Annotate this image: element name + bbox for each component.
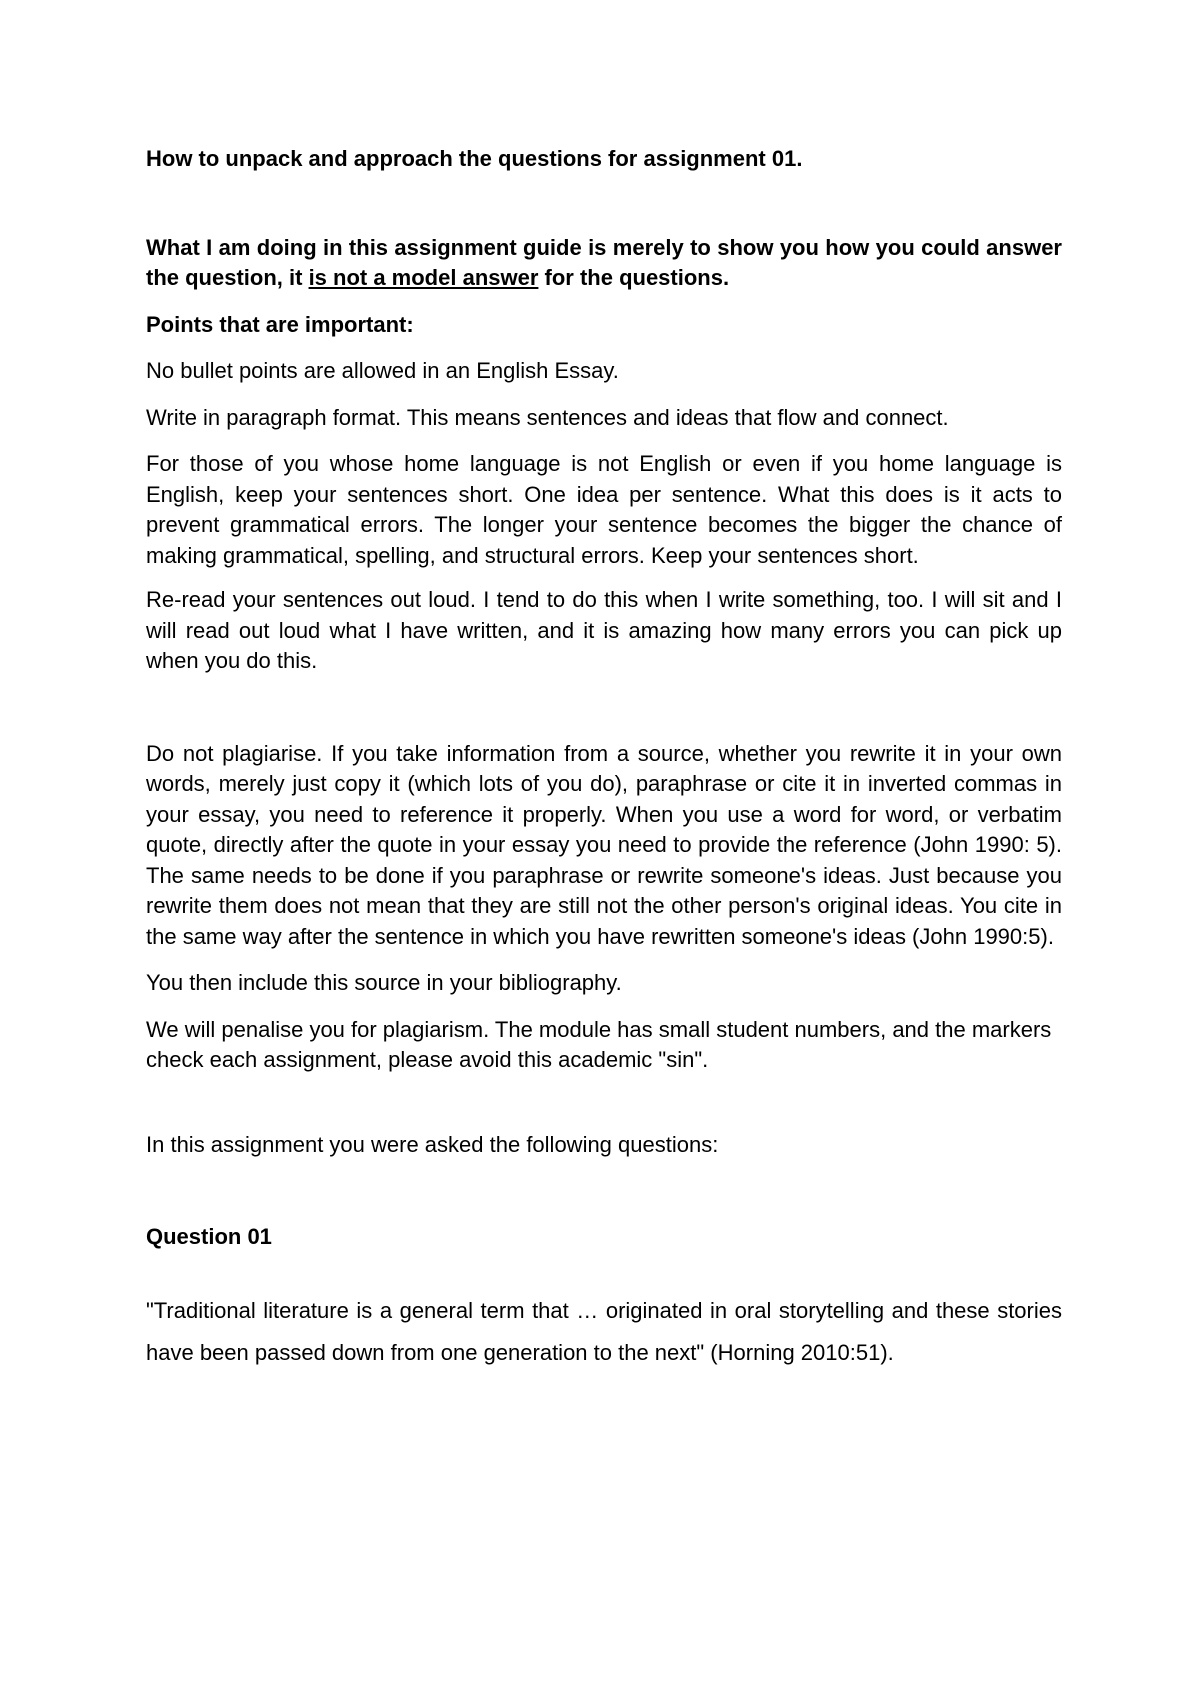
paragraph-format: Write in paragraph format. This means sentences and ideas that flow and connect. (146, 404, 949, 430)
points-heading: Points that are important: (146, 311, 414, 337)
intro-paragraph (146, 233, 1062, 294)
intro-text-after: for the questions. (538, 265, 730, 290)
paragraph-no-bullets: No bullet points are allowed in an English Essay. (146, 358, 619, 383)
intro-underlined-text: is not a model answer (308, 265, 539, 290)
paragraph-plagiarise: Do not plagiarise. If you take information from a source, whether you rewrite it in your own words, merely just copy it (which lots of you do), paraphrase or cite it in inverted commas in your essay, you need to reference it properly. When you use a word for word, or verbatim quote, directly after the quote in your essay you need to provide the reference (John 1990: 5). The same needs to be done if you paraphrase or rewrite someone's ideas. Just because you rewrite them does not mean that they are still not the other person's original ideas. You cite in the same way after the sentence in which you have rewritten someone's ideas (John 1990:5). (146, 740, 1062, 949)
document-body (146, 144, 1062, 1374)
paragraph-reread: Re-read your sentences out loud. I tend to do this when I write something, too. I will sit and I will read out loud what I have written, and it is amazing how many errors you can pick up when you do this. (146, 587, 1062, 673)
paragraph-asked-questions: In this assignment you were asked the following questions: (146, 1131, 719, 1157)
paragraph-bibliography: You then include this source in your bibliography. (146, 970, 622, 995)
paragraph-short-sentences: For those of you whose home language is not English or even if you home language is English, keep your sentences short. One idea per sentence. What this does is it acts to prevent grammatical errors. The longer your sentence becomes the bigger the chance of making grammatical, spelling, and structural errors. Keep your sentences short. (146, 451, 1062, 568)
question-quote: "Traditional literature is a general term that … originated in oral storytelling and these stories have been passed down from one generation to the next" (Horning 2010:51). (146, 1297, 1062, 1365)
document-title: How to unpack and approach the questions for assignment 01. (146, 146, 803, 171)
question-heading: Question 01 (146, 1224, 272, 1249)
intro-text-before: What I am doing in this assignment guide is merely to show you how you could answer the question, it (146, 234, 1062, 290)
paragraph-penalise: We will penalise you for plagiarism. The module has small student numbers, and the markers check each assignment, please avoid this academic "sin". (146, 1016, 1052, 1072)
